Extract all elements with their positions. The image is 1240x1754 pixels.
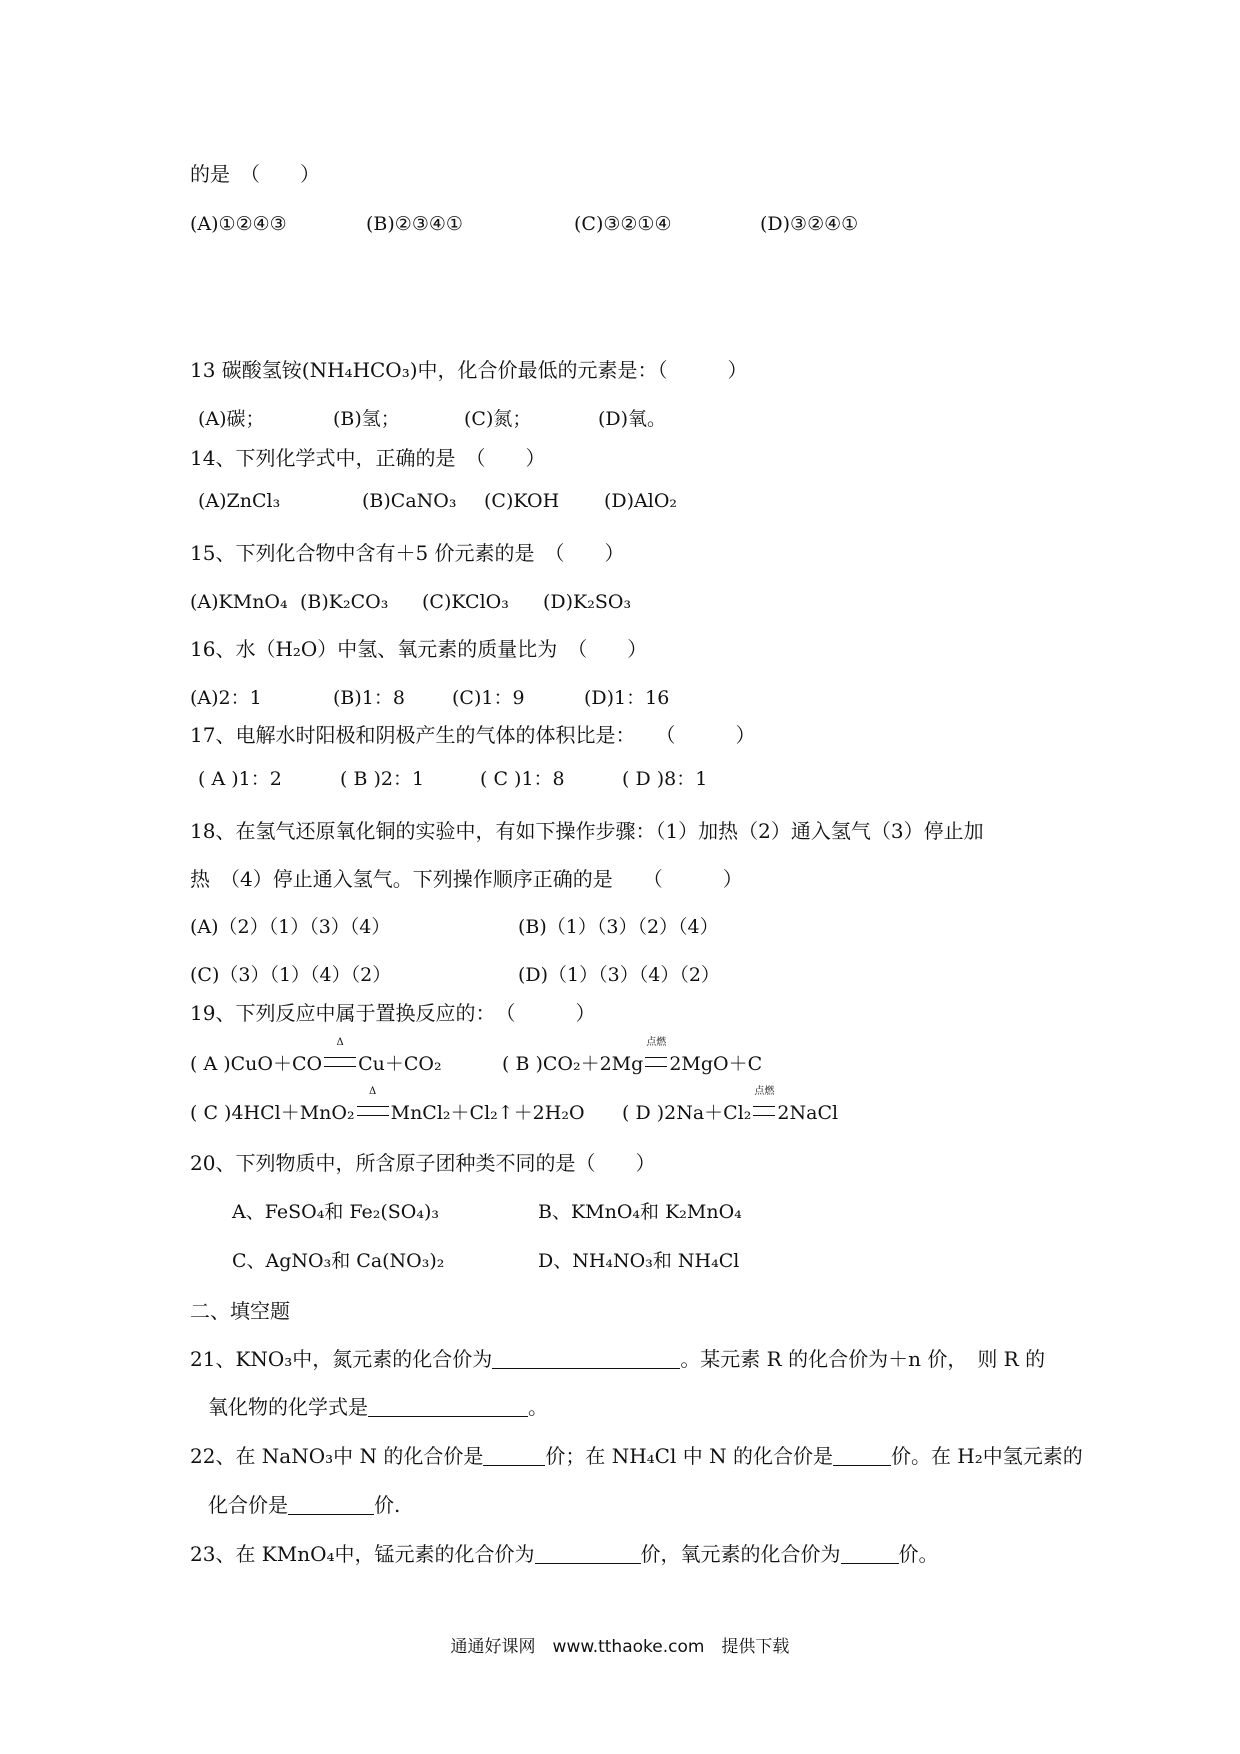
q14-option-d: (D)AlO₂ [604, 490, 678, 512]
q14-option-b: (B)CaNO₃ [362, 490, 457, 512]
q19-a-reactants: ( A )CuO＋CO [190, 1053, 323, 1075]
q18-option-d: (D)（1）（3）（4）（2） [518, 964, 720, 986]
q19-b-products: 2MgO＋C [669, 1053, 763, 1075]
q12-option-b: (B)②③④① [366, 213, 463, 235]
q16-option-d: (D)1：16 [584, 687, 670, 709]
condition-label: Δ [368, 1086, 377, 1097]
q19-d-products: 2NaCl [777, 1102, 839, 1124]
q13-stem: 13 碳酸氢铵(NH₄HCO₃)中，化合价最低的元素是：（ ） [190, 358, 748, 382]
answer-blank[interactable] [535, 1543, 641, 1564]
q12-option-a: (A)①②④③ [190, 213, 287, 235]
q20-option-a: A、FeSO₄和 Fe₂(SO₄)₃ [232, 1201, 440, 1223]
q23-text-2: 价，氧元素的化合价为 [640, 1542, 841, 1566]
q17-stem: 17、电解水时阳极和阴极产生的气体的体积比是： （ ） [190, 723, 756, 747]
q21-text-4: 。 [528, 1395, 548, 1419]
answer-blank[interactable] [492, 1348, 680, 1369]
q18-stem-line2: 热 （4）停止通入氢气。下列操作顺序正确的是 （ ） [190, 867, 743, 891]
q22-text-3: 价。在 H₂中氢元素的 [890, 1444, 1083, 1468]
q23-text-1: 23、在 KMnO₄中，锰元素的化合价为 [190, 1542, 535, 1566]
q19-a-products: Cu＋CO₂ [358, 1053, 442, 1075]
q22-line2 [208, 1492, 400, 1518]
q15-option-d: (D)K₂SO₃ [543, 591, 632, 613]
answer-blank[interactable] [368, 1396, 528, 1417]
q22-text-4: 化合价是 [208, 1493, 288, 1517]
q17-option-c: ( C )1：8 [480, 768, 565, 790]
q13-option-c: (C)氮； [464, 408, 532, 430]
q12-option-c: (C)③②①④ [574, 213, 672, 235]
reaction-condition-mark [751, 1086, 777, 1126]
q15-option-a: (A)KMnO₄ [190, 591, 288, 613]
q21-text-2: 。某元素 R 的化合价为＋n 价， 则 R 的 [680, 1347, 1046, 1371]
q23-text-3: 价。 [898, 1542, 939, 1566]
reaction-condition-mark [643, 1037, 669, 1077]
q18-option-c: (C)（3）（1）（4）（2） [190, 964, 392, 986]
double-line-equals [753, 1106, 775, 1116]
q13-option-b: (B)氢； [333, 408, 400, 430]
q14-option-a: (A)ZnCl₃ [198, 490, 281, 512]
q21-line1 [190, 1346, 1045, 1372]
q12-stem-tail: 的是 （ ） [190, 162, 320, 186]
q19-c-products: MnCl₂＋Cl₂↑＋2H₂O [390, 1102, 585, 1124]
q20-option-d: D、NH₄NO₃和 NH₄Cl [538, 1250, 740, 1272]
q17-option-d: ( D )8：1 [622, 768, 708, 790]
condition-label: 点燃 [754, 1086, 775, 1097]
answer-blank[interactable] [483, 1445, 545, 1466]
q18-option-b: (B)（1）（3）（2）（4） [518, 916, 719, 938]
condition-label: Δ [336, 1037, 344, 1048]
q19-c-reactants: ( C )4HCl＋MnO₂ [190, 1102, 355, 1124]
q19-option-a [190, 1037, 442, 1077]
q21-line2 [208, 1394, 548, 1420]
q13-option-d: (D)氧。 [598, 408, 667, 430]
q22-text-2: 价；在 NH₄Cl 中 N 的化合价是 [545, 1444, 833, 1468]
reaction-condition-mark [322, 1037, 358, 1077]
q15-option-b: (B)K₂CO₃ [300, 591, 389, 613]
answer-blank[interactable] [833, 1445, 891, 1466]
page-footer: 通通好课网 www.tthaoke.com 提供下载 [450, 1637, 790, 1657]
q19-option-c [190, 1086, 585, 1126]
q14-stem: 14、下列化学式中，正确的是 （ ） [190, 446, 546, 470]
q18-stem-line1: 18、在氢气还原氧化铜的实验中，有如下操作步骤：（1）加热（2）通入氢气（3）停止加 [190, 819, 984, 843]
q20-option-c: C、AgNO₃和 Ca(NO₃)₂ [232, 1250, 445, 1272]
reaction-condition-mark [355, 1086, 391, 1126]
answer-blank[interactable] [841, 1543, 899, 1564]
section-heading: 二、填空题 [190, 1299, 290, 1323]
q23-line [190, 1541, 939, 1567]
q19-b-reactants: ( B )CO₂＋2Mg [502, 1053, 644, 1075]
double-line-equals [357, 1106, 389, 1116]
q12-option-d: (D)③②④① [760, 213, 859, 235]
double-line-equals [645, 1057, 667, 1067]
double-line-equals [324, 1057, 356, 1067]
q17-option-a: ( A )1：2 [198, 768, 282, 790]
q19-option-d [622, 1086, 839, 1126]
q19-option-b [502, 1037, 763, 1077]
q21-text-1: 21、KNO₃中，氮元素的化合价为 [190, 1347, 493, 1371]
q19-stem: 19、下列反应中属于置换反应的： （ ） [190, 1001, 596, 1025]
q17-option-b: ( B )2：1 [340, 768, 425, 790]
q14-option-c: (C)KOH [484, 490, 560, 512]
q22-text-5: 价. [374, 1493, 401, 1517]
answer-blank[interactable] [288, 1494, 374, 1515]
q16-stem: 16、水（H₂O）中氢、氧元素的质量比为 （ ） [190, 637, 648, 661]
q13-option-a: (A)碳； [198, 408, 265, 430]
q19-d-reactants: ( D )2Na＋Cl₂ [622, 1102, 752, 1124]
q16-option-b: (B)1：8 [333, 687, 405, 709]
q22-text-1: 22、在 NaNO₃中 N 的化合价是 [190, 1444, 484, 1468]
q18-option-a: (A)（2）（1）（3）（4） [190, 916, 391, 938]
q15-option-c: (C)KClO₃ [422, 591, 509, 613]
q16-option-c: (C)1：9 [452, 687, 525, 709]
q20-option-b: B、KMnO₄和 K₂MnO₄ [538, 1201, 742, 1223]
q22-line1 [190, 1443, 1083, 1469]
q20-stem: 20、下列物质中，所含原子团种类不同的是（ ） [190, 1151, 656, 1175]
q15-stem: 15、下列化合物中含有＋5 价元素的是 （ ） [190, 541, 625, 565]
condition-label: 点燃 [646, 1037, 667, 1048]
q16-option-a: (A)2：1 [190, 687, 262, 709]
q21-text-3: 氧化物的化学式是 [208, 1395, 368, 1419]
